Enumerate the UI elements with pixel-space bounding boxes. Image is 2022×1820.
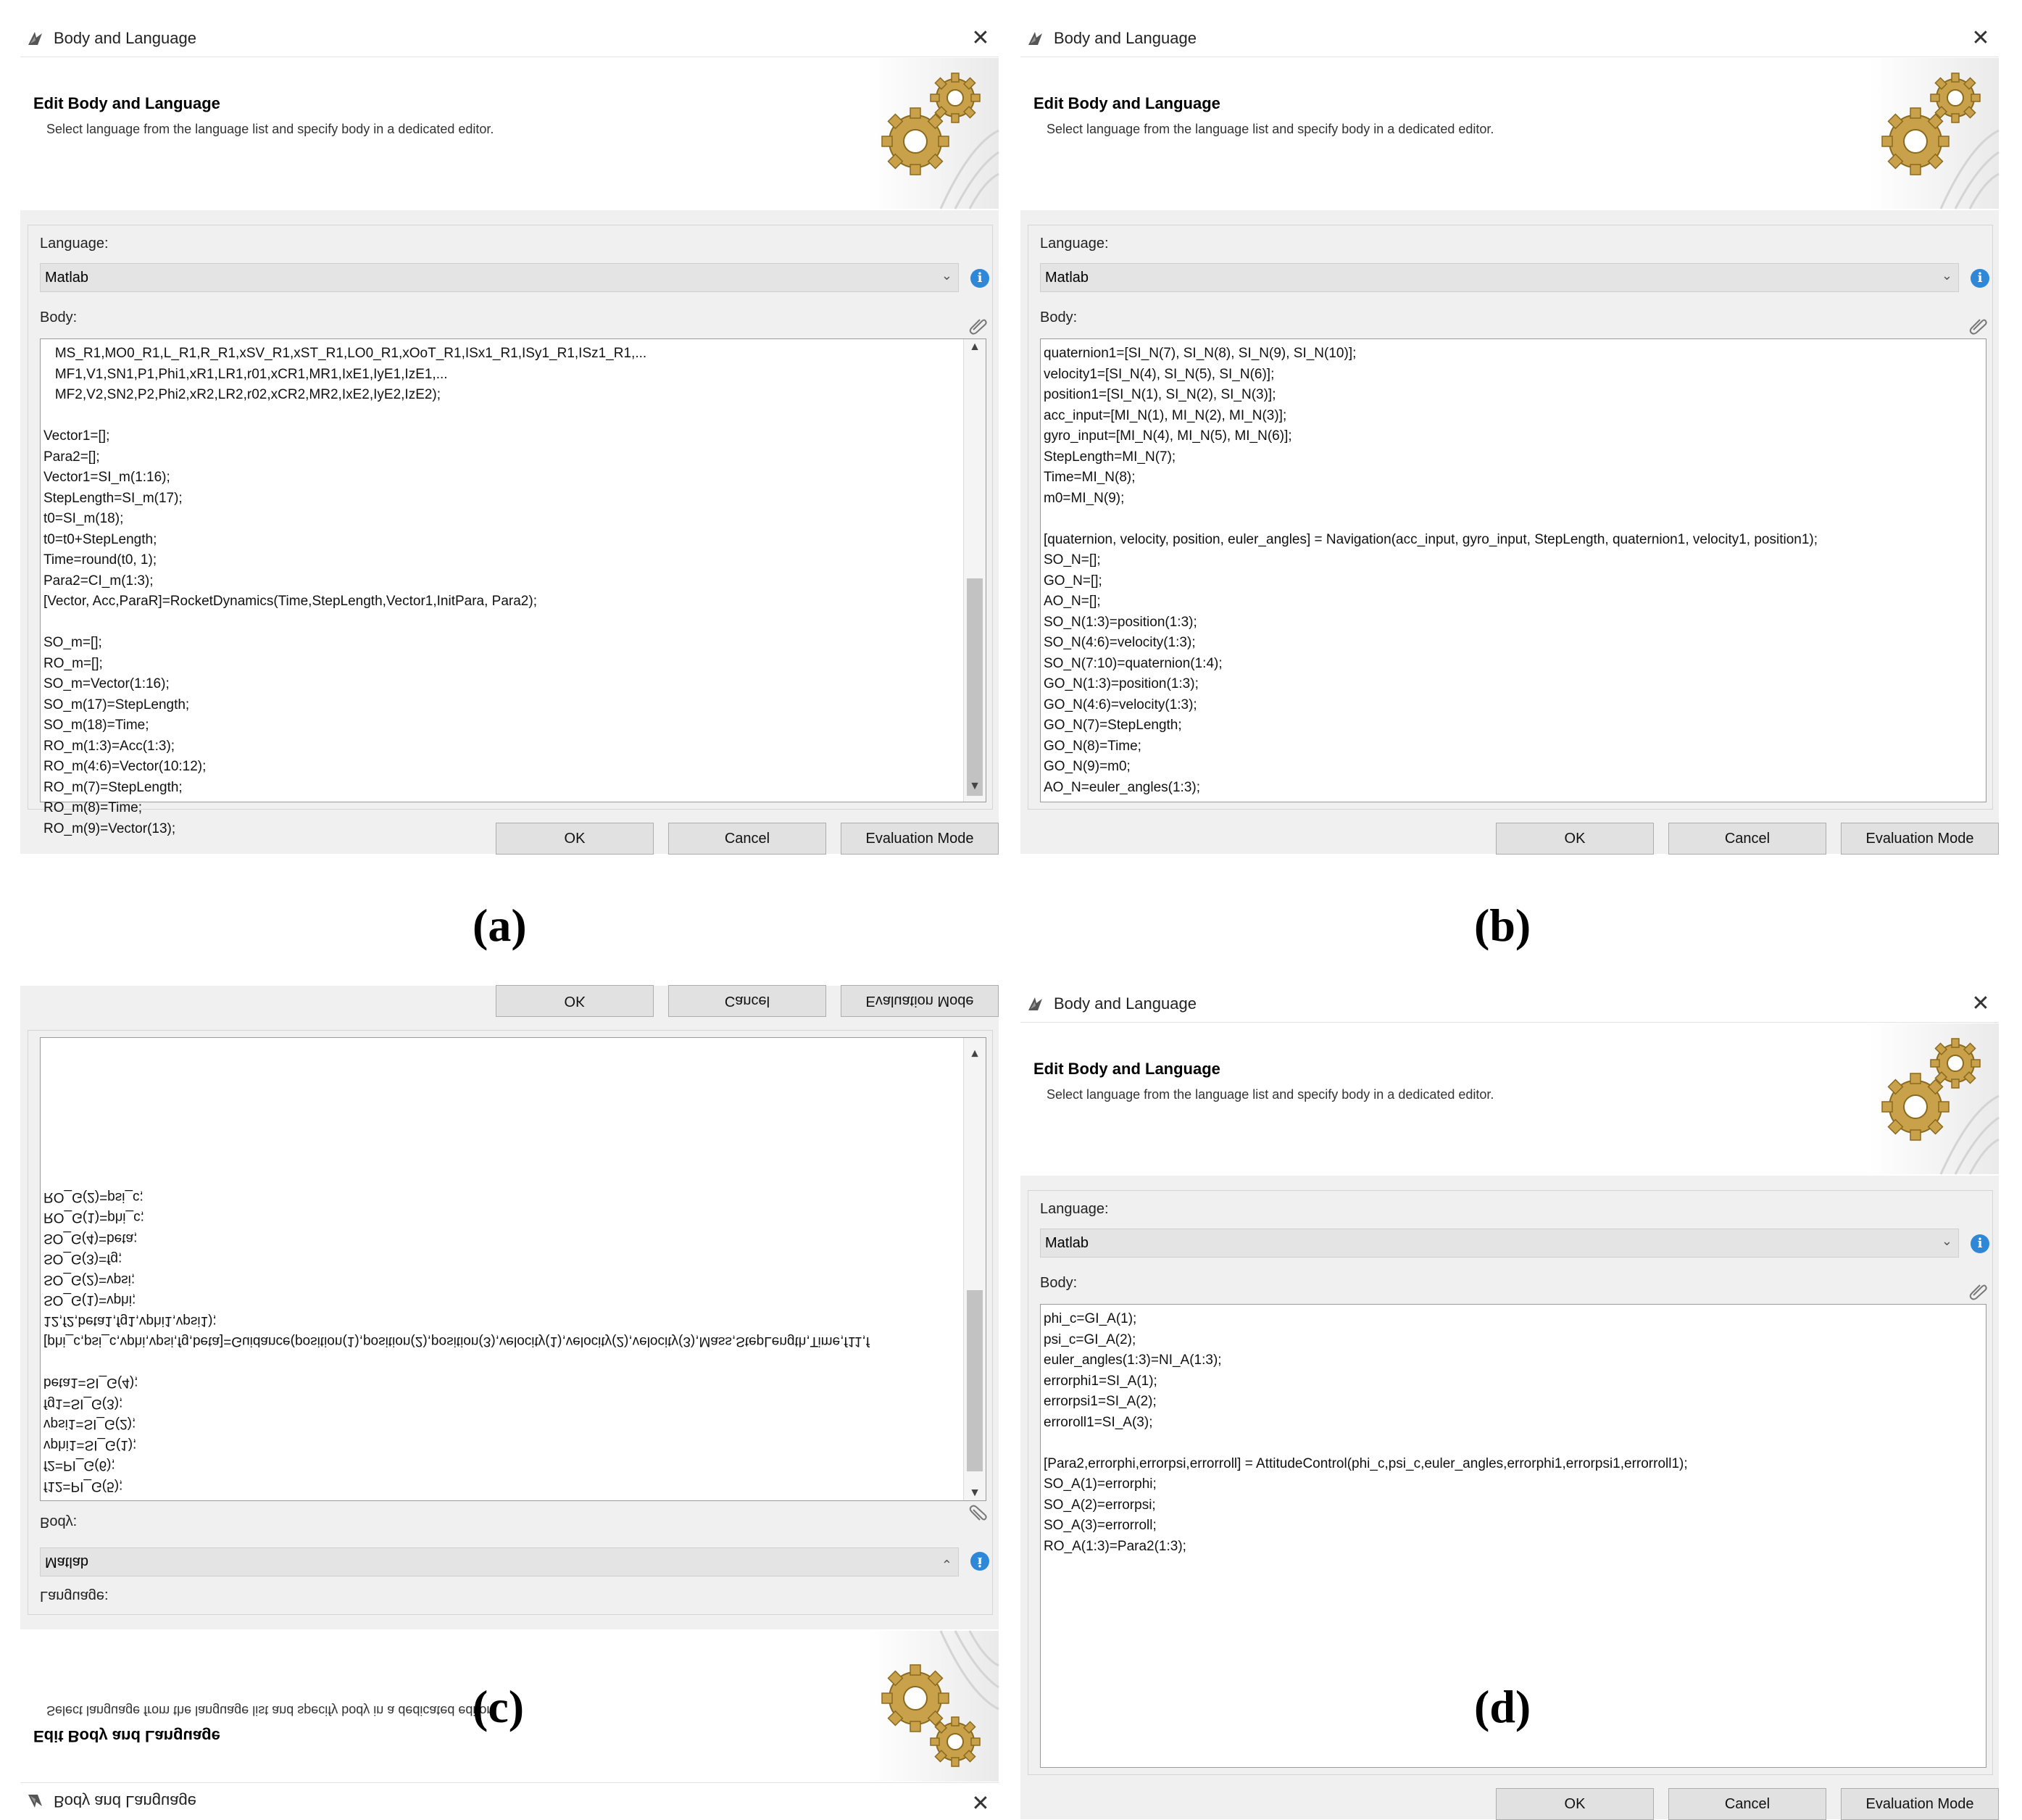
scroll-down-icon[interactable]: ▼ (969, 1047, 981, 1060)
button-bar (1496, 1788, 1999, 1820)
language-dropdown[interactable] (1040, 1229, 1959, 1258)
app-icon (1025, 28, 1047, 49)
evaluation-mode-button[interactable]: Evaluation Mode (841, 823, 999, 855)
dialog-body (1020, 210, 1999, 854)
body-label: Body: (40, 309, 78, 325)
language-value: Matlab (45, 1554, 89, 1571)
header-title: Edit Body and Language (1033, 94, 1220, 112)
panel-a (20, 20, 999, 854)
scroll-up-icon[interactable]: ▲ (969, 1487, 981, 1499)
app-icon (25, 28, 46, 49)
chevron-down-icon: ⌄ (941, 1557, 952, 1571)
caption-a: (a) (473, 899, 527, 951)
language-body-group (28, 225, 993, 836)
close-icon[interactable]: ✕ (1971, 992, 1990, 1015)
dialog-header (1020, 1023, 1999, 1178)
body-code[interactable]: phi_c=GI_A(1); psi_c=GI_A(2); euler_angles(1:3)=NI_A(1:3); errorphi1=SI_A(1); errorpsi1=SI_A(2); erroroll1=SI_A(3); [Para2,errorphi,errorpsi,errorroll] = AttitudeControl(phi_c,psi_c,euler_angles,errorphi1,errorpsi1,errorroll1); SO_A(1)=errorphi; SO_A(2)=errorpsi; SO_A(3)=errorroll; RO_A(1:3)=Para2(1:3); (1044, 1311, 1688, 1554)
body-label: Body: (40, 1514, 78, 1530)
language-label: Language: (1040, 1201, 1109, 1217)
body-editor[interactable] (40, 1037, 986, 1501)
cancel-button[interactable]: Cancel (1668, 823, 1826, 855)
body-editor[interactable] (1040, 338, 1986, 802)
body-label: Body: (1040, 1275, 1078, 1291)
scroll-thumb[interactable] (967, 1290, 983, 1471)
evaluation-mode-button[interactable]: Evaluation Mode (1841, 1788, 1999, 1820)
language-body-group (1028, 225, 1993, 810)
close-icon[interactable]: ✕ (971, 26, 990, 50)
body-code[interactable]: quaternion1=[SI_N(7), SI_N(8), SI_N(9), SI_N(10)]; velocity1=[SI_N(4), SI_N(5), SI_N(6)]; position1=[SI_N(1), SI_N(2), SI_N(3)]; acc_input=[MI_N(1), MI_N(2), MI_N(3)]; gyro_input=[MI_N(4), MI_N(5), MI_N(6)]; StepLength=MI_N(7); Time=MI_N(8); m0=MI_N(9); [quaternion, velocity, position, euler_angles] = Navigation(acc_input, gyro_input, StepLength, quaternion1, velocity1, position1); SO_N=[]; GO_N=[]; AO_N=[]; SO_N(1:3)=position(1:3); SO_N(4:6)=velocity(1:3); SO_N(7:10)=quaternion(1:4); GO_N(1:3)=position(1:3); GO_N(4:6)=velocity(1:3); GO_N(7)=StepLength; GO_N(8)=Time; GO_N(9)=m0; AO_N=euler_angles(1:3); (1044, 346, 1818, 795)
body-code[interactable]: MS_R1,MO0_R1,L_R1,R_R1,xSV_R1,xST_R1,LO0_R1,xOoT_R1,ISx1_R1,ISy1_R1,ISz1_R1,... MF1,V1,SN1,P1,Phi1,xR1,LR1,r01,xCR1,MR1,IxE1,IyE1,IzE1,... MF2,V2,SN2,P2,Phi2,xR2,LR2,r02,xCR2,MR2,IxE2,IyE2,IzE2); Vector1=[]; Para2=[]; Vector1=SI_m(1:16); StepLength=SI_m(17); t0=SI_m(18); t0=t0+StepLength; Time=round(t0, 1); Para2=CI_m(1:3); [Vector, Acc,ParaR]=RocketDynamics(Time,StepLength,Vector1,InitPara, Para2); SO_m=[]; RO_m=[]; SO_m=Vector(1:16); SO_m(17)=StepLength; SO_m(18)=Time; RO_m(1:3)=Acc(1:3); RO_m(4:6)=Vector(10:12); RO_m(7)=StepLength; RO_m(8)=Time; RO_m(9)=Vector(13); (43, 346, 647, 836)
body-and-language-dialog (20, 20, 999, 854)
ok-button[interactable]: OK (496, 985, 654, 1017)
caption-d: (d) (1474, 1681, 1531, 1732)
scroll-up-icon[interactable]: ▲ (969, 341, 981, 353)
dialog-title: Body and Language (54, 29, 196, 47)
clip-icon[interactable] (969, 1505, 988, 1524)
evaluation-mode-button[interactable]: Evaluation Mode (841, 985, 999, 1017)
cancel-button[interactable]: Cancel (668, 823, 826, 855)
language-label: Language: (40, 236, 109, 252)
body-and-language-dialog (1020, 20, 1999, 854)
header-title: Edit Body and Language (1033, 1060, 1220, 1078)
close-icon[interactable]: ✕ (1971, 26, 1990, 50)
scroll-down-icon[interactable]: ▼ (969, 780, 981, 792)
gears-icon (1868, 58, 1999, 209)
vertical-scrollbar[interactable] (963, 339, 986, 802)
button-bar (496, 823, 999, 855)
header-description: Select language from the language list and specify body in a dedicated editor. (46, 122, 494, 136)
language-value: Matlab (45, 269, 89, 286)
header-title: Edit Body and Language (33, 1727, 220, 1745)
dialog-header (1020, 58, 1999, 212)
info-icon[interactable]: i (970, 269, 989, 288)
language-dropdown[interactable] (40, 1547, 959, 1576)
ok-button[interactable]: OK (1496, 823, 1654, 855)
gears-icon (868, 1631, 999, 1782)
button-bar (496, 985, 999, 1017)
dialog-title: Body and Language (54, 1792, 196, 1811)
gears-icon (868, 58, 999, 209)
language-label: Language: (40, 1588, 109, 1604)
title-bar (20, 20, 999, 57)
clip-icon[interactable] (969, 315, 988, 334)
clip-icon[interactable] (1969, 315, 1988, 334)
chevron-down-icon: ⌄ (941, 268, 952, 283)
title-bar (20, 1782, 999, 1819)
dialog-header (20, 58, 999, 212)
language-value: Matlab (1045, 1234, 1089, 1251)
gears-icon (1868, 1023, 1999, 1174)
language-label: Language: (1040, 236, 1109, 252)
chevron-down-icon: ⌄ (1941, 268, 1952, 283)
vertical-scrollbar[interactable] (963, 1038, 986, 1500)
evaluation-mode-button[interactable]: Evaluation Mode (1841, 823, 1999, 855)
info-icon[interactable]: i (970, 1552, 989, 1571)
cancel-button[interactable]: Cancel (668, 985, 826, 1017)
close-icon[interactable]: ✕ (971, 1790, 990, 1813)
cancel-button[interactable]: Cancel (1668, 1788, 1826, 1820)
body-editor[interactable] (40, 338, 986, 836)
ok-button[interactable]: OK (496, 823, 654, 855)
header-title: Edit Body and Language (33, 94, 220, 112)
clip-icon[interactable] (1969, 1281, 1988, 1300)
panel-b (1020, 20, 1999, 854)
caption-b: (b) (1474, 899, 1531, 951)
body-label: Body: (1040, 309, 1078, 325)
header-description: Select language from the language list and specify body in a dedicated editor. (46, 1703, 494, 1718)
caption-c: (c) (473, 1681, 525, 1732)
title-bar (1020, 986, 1999, 1023)
language-value: Matlab (1045, 269, 1089, 286)
info-icon[interactable]: i (1971, 269, 1989, 288)
button-bar (1496, 823, 1999, 855)
ok-button[interactable]: OK (1496, 1788, 1654, 1820)
app-icon (1025, 993, 1047, 1015)
chevron-down-icon: ⌄ (1941, 1234, 1952, 1248)
app-icon (25, 1790, 46, 1812)
header-description: Select language from the language list and specify body in a dedicated editor. (1047, 122, 1494, 136)
language-body-group (28, 1030, 993, 1615)
dialog-title: Body and Language (1054, 994, 1197, 1013)
language-dropdown[interactable] (40, 263, 959, 292)
info-icon[interactable]: i (1971, 1234, 1989, 1253)
dialog-title: Body and Language (1054, 29, 1197, 47)
dialog-body (20, 210, 999, 854)
header-description: Select language from the language list and specify body in a dedicated editor. (1047, 1087, 1494, 1102)
language-dropdown[interactable] (1040, 263, 1959, 292)
body-code[interactable]: f12=PI_G(5); f2=PI_G(6); vphi1=SI_G(1); vpsi1=SI_G(2); fg1=SI_G(3); beta1=SI_G(4); [phi_c,psi_c,vphi,vpsi,fg,beta]=Guidance(position(1),position(2),position(3),velocity(1),velocity(2),velocity(3),Mass,StepLength,Time,f11,f 12,f2,beta1,fg1,vphi1,vpsi1); SO_G(1)=vphi; SO_G(2)=vpsi; SO_G(3)=fg; SO_G(4)=beta; RO_G(1)=phi_c; RO_G(2)=psi_c; (43, 1189, 870, 1494)
scroll-thumb[interactable] (967, 578, 983, 796)
title-bar (1020, 20, 1999, 57)
dialog-body (20, 986, 999, 1629)
